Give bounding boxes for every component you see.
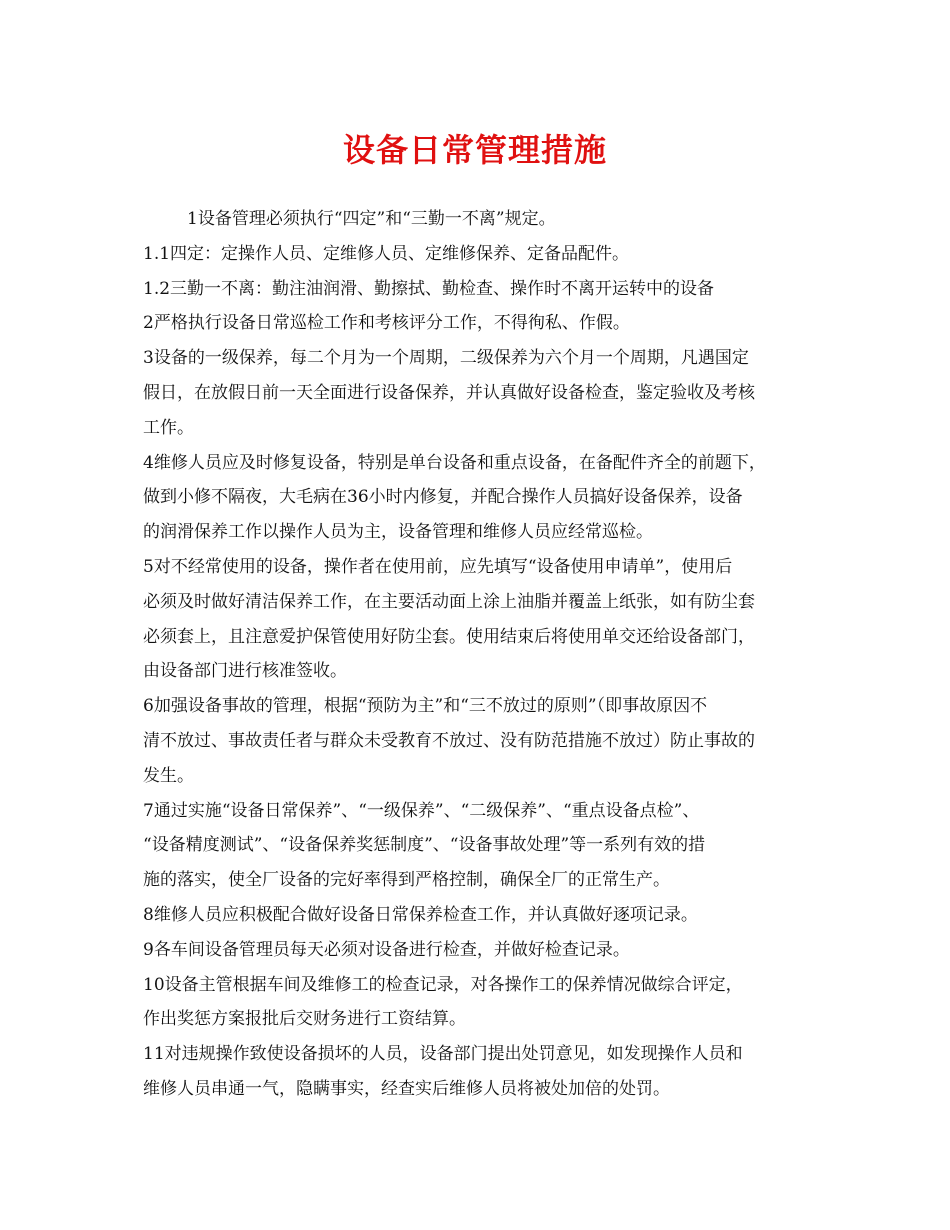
- paragraph-line: 5对不经常使用的设备，操作者在使用前，应先填写“设备使用申请单”，使用后: [143, 556, 733, 577]
- paragraph-line: 4维修人员应及时修复设备，特别是单台设备和重点设备，在备配件齐全的前题下，: [143, 452, 766, 473]
- paragraph-line: 必须及时做好清洁保养工作，在主要活动面上涂上油脂并覆盖上纸张，如有防尘套: [143, 591, 755, 612]
- paragraph-line: 7通过实施“设备日常保养”、“一级保养”、“二级保养”、“重点设备点检”、: [143, 800, 700, 821]
- paragraph-line: 3设备的一级保养，每二个月为一个周期，二级保养为六个月一个周期，凡遇国定: [143, 348, 749, 369]
- paragraph-line: 1.2三勤一不离：勤注油润滑、勤擦拭、勤检查、操作时不离开运转中的设备: [143, 278, 715, 299]
- paragraph-line: 工作。: [143, 417, 194, 438]
- paragraph-line: 由设备部门进行核准签收。: [143, 661, 347, 682]
- paragraph-line: 8维修人员应积极配合做好设备日常保养检查工作，并认真做好逐项记录。: [143, 904, 698, 925]
- paragraph-line: 2严格执行设备日常巡检工作和考核评分工作，不得徇私、作假。: [143, 313, 630, 334]
- paragraph-line: 作出奖惩方案报批后交财务进行工资结算。: [143, 1009, 466, 1030]
- paragraph-line: 1设备管理必须执行“四定”和“三勤一不离”规定。: [187, 209, 556, 229]
- paragraph-line: 清不放过、事故责任者与群众未受教育不放过、没有防范措施不放过）防止事故的: [143, 730, 755, 751]
- paragraph-line: 必须套上，且注意爱护保管使用好防尘套。使用结束后将使用单交还给设备部门，: [143, 626, 755, 647]
- paragraph-line: 1.1四定：定操作人员、定维修人员、定维修保养、定备品配件。: [143, 243, 630, 264]
- document-body: [143, 202, 833, 1107]
- paragraph-line: 做到小修不隔夜，大毛病在36小时内修复，并配合操作人员搞好设备保养，设备: [143, 487, 743, 508]
- paragraph-line: 10设备主管根据车间及维修工的检查记录，对各操作工的保养情况做综合评定，: [143, 974, 743, 995]
- paragraph-line: 11对违规操作致使设备损坏的人员，设备部门提出处罚意见，如发现操作人员和: [143, 1044, 743, 1065]
- paragraph-line: 假日，在放假日前一天全面进行设备保养，并认真做好设备检查，鉴定验收及考核: [143, 382, 755, 403]
- paragraph-line: 9各车间设备管理员每天必须对设备进行检查，并做好检查记录。: [143, 939, 630, 960]
- paragraph-line: 发生。: [143, 765, 194, 786]
- paragraph-line: 施的落实，使全厂设备的完好率得到严格控制，确保全厂的正常生产。: [143, 870, 670, 891]
- paragraph-line: “设备精度测试”、“设备保养奖惩制度”、“设备事故处理”等一系列有效的措: [143, 835, 706, 856]
- paragraph-line: 的润滑保养工作以操作人员为主，设备管理和维修人员应经常巡检。: [143, 522, 653, 543]
- paragraph-line: 6加强设备事故的管理，根据“预防为主”和“三不放过的原则”（即事故原因不: [143, 696, 708, 717]
- document-title: 设备日常管理措施: [342, 131, 607, 169]
- paragraph-line: 维修人员串通一气，隐瞒事实，经查实后维修人员将被处加倍的处罚。: [143, 1078, 670, 1099]
